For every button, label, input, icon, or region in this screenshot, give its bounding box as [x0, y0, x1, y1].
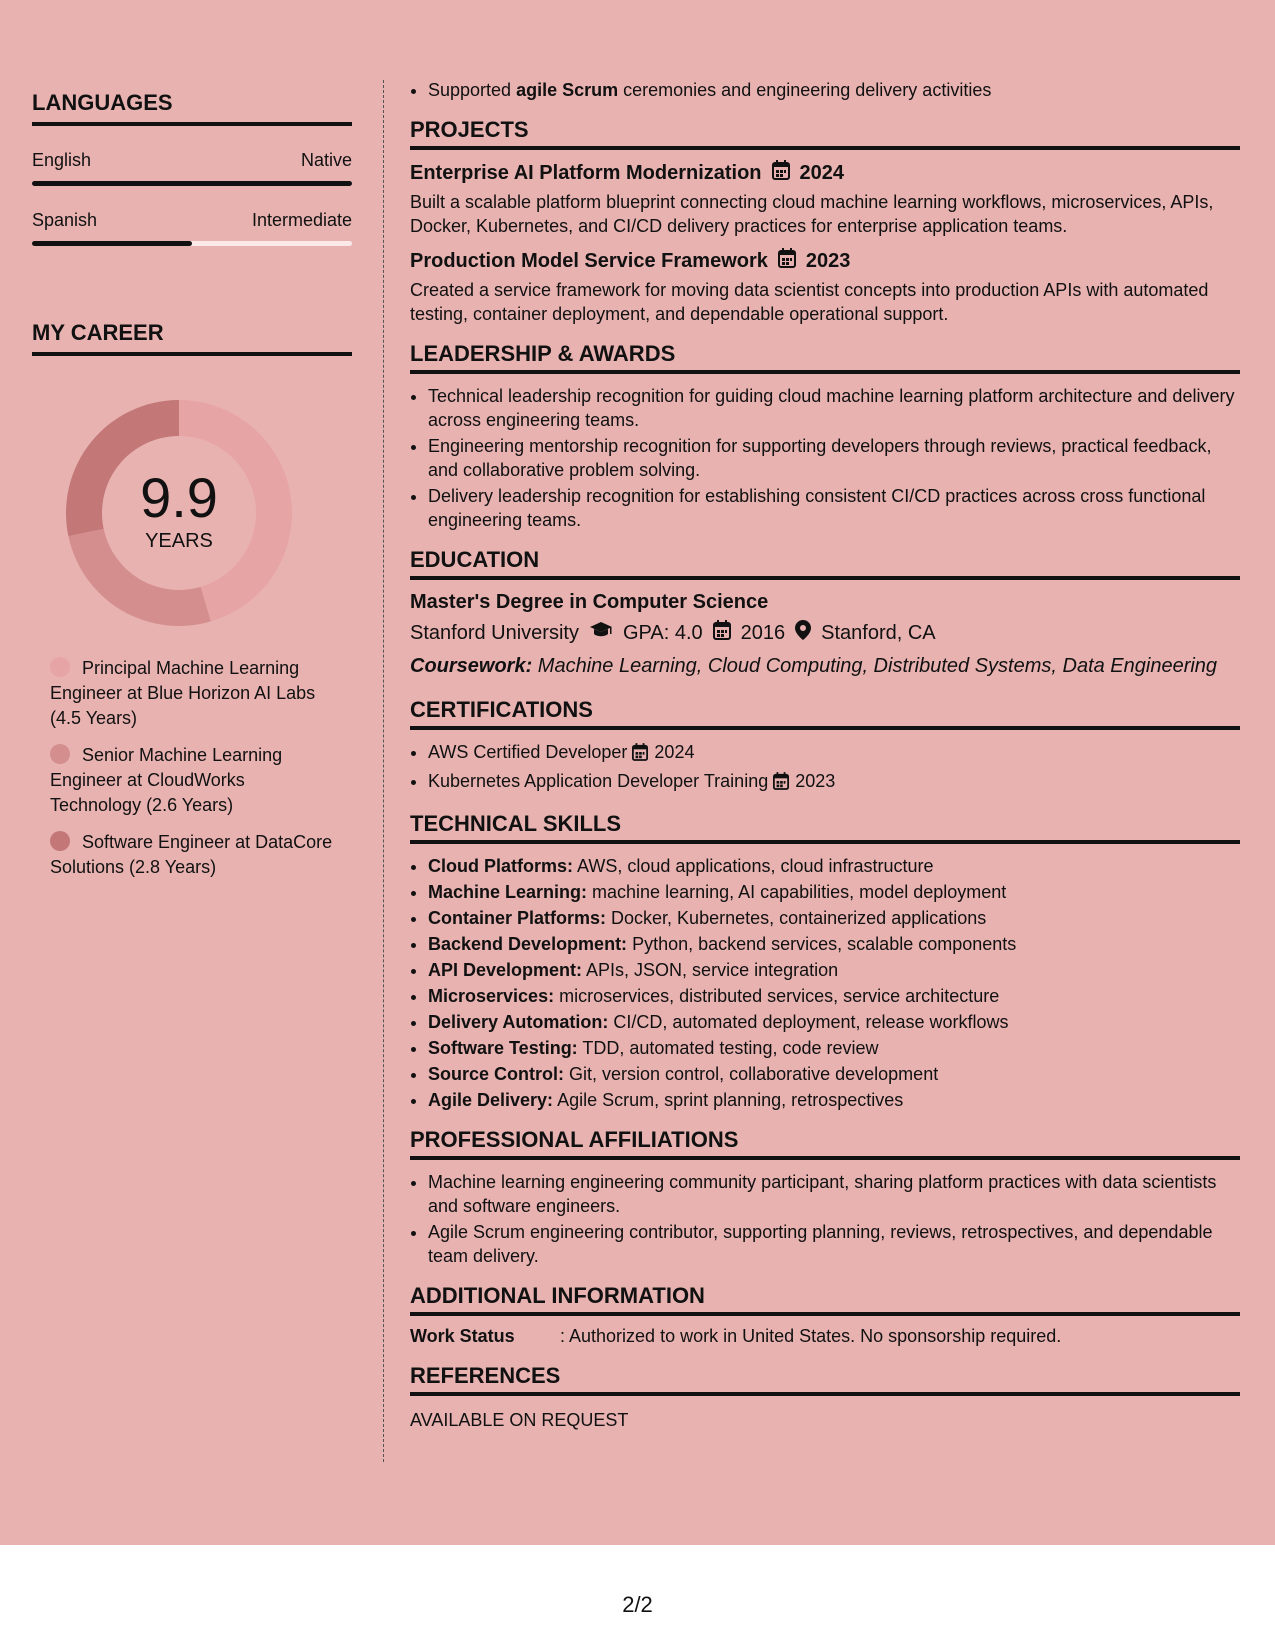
calendar-icon	[713, 620, 731, 646]
bullet-bold-text: agile Scrum	[516, 80, 619, 100]
skill-value: AWS, cloud applications, cloud infrastructure	[573, 856, 934, 876]
skill-value: Docker, Kubernetes, containerized applications	[606, 908, 987, 928]
certification-year: 2024	[654, 742, 695, 762]
coursework-text: Machine Learning, Cloud Computing, Distributed Systems, Data Engineering	[532, 655, 1218, 677]
skills-heading: TECHNICAL SKILLS	[410, 812, 1240, 844]
education-heading: EDUCATION	[410, 548, 1240, 580]
certifications-list	[410, 740, 1240, 796]
skill-item	[428, 906, 1240, 930]
language-level: Intermediate	[251, 210, 352, 230]
work-status-row	[410, 1324, 1240, 1348]
work-status-value: : Authorized to work in United States. No sponsorship required.	[560, 1326, 1062, 1346]
skill-label: Container Platforms:	[428, 908, 607, 928]
education-gpa: GPA: 4.0	[622, 622, 703, 644]
skill-label: Source Control:	[428, 1064, 565, 1084]
skill-item	[428, 880, 1240, 904]
certification-name: Kubernetes Application Developer Training	[428, 771, 769, 791]
skill-label: Backend Development:	[428, 934, 628, 954]
language-proficiency-bar	[32, 181, 352, 186]
project-description: Created a service framework for moving data scientist concepts into production APIs with automated testing, container deployment, and dependable operational support.	[410, 280, 1209, 324]
skill-item	[428, 932, 1240, 956]
language-level: Native	[300, 150, 352, 170]
location-pin-icon	[795, 620, 811, 646]
skill-label: Machine Learning:	[428, 882, 588, 902]
education-degree: Master's Degree in Computer Science	[410, 591, 769, 613]
language-name: English	[32, 150, 92, 170]
career-total-value: 9.9	[140, 466, 218, 529]
language-name: Spanish	[32, 210, 98, 230]
graduation-cap-icon	[589, 621, 613, 645]
career-role-item	[50, 656, 340, 731]
project-title: Production Model Service Framework	[410, 250, 768, 272]
experience-bullet	[428, 78, 1240, 102]
skill-item	[428, 984, 1240, 1008]
certification-item	[428, 769, 1240, 796]
career-legend	[50, 656, 340, 880]
list-item: • Engineering mentorship recognition for supporting developers through reviews, practical feedback, and collaborative problem solving.	[428, 434, 1240, 482]
skill-value: Git, version control, collaborative development	[564, 1064, 939, 1084]
leadership-heading: LEADERSHIP & AWARDS	[410, 342, 1240, 374]
certifications-heading: CERTIFICATIONS	[410, 698, 1240, 730]
skill-label: Delivery Automation:	[428, 1012, 609, 1032]
education-meta	[410, 620, 1240, 646]
language-item-spanish	[32, 210, 352, 246]
calendar-icon	[632, 743, 648, 767]
work-status-label: Work Status	[410, 1326, 515, 1346]
certification-item	[428, 740, 1240, 767]
skill-item	[428, 1088, 1240, 1112]
education-coursework	[410, 654, 1240, 678]
page-number: 2/2	[622, 1592, 653, 1617]
calendar-icon	[773, 772, 789, 796]
list-item: • Delivery leadership recognition for establishing consistent CI/CD practices across cross functional engineering teams.	[428, 484, 1240, 532]
skill-label: API Development:	[428, 960, 583, 980]
skill-item	[428, 1036, 1240, 1060]
list-item: • Machine learning engineering community participant, sharing platform practices with data scientists and software engineers.	[428, 1170, 1240, 1218]
project-title: Enterprise AI Platform Modernization	[410, 162, 762, 184]
language-proficiency-bar	[32, 241, 352, 246]
skill-label: Cloud Platforms:	[428, 856, 574, 876]
experience-tail-list	[410, 78, 1240, 102]
skill-label: Microservices:	[428, 986, 555, 1006]
language-proficiency-fill	[32, 241, 192, 246]
right-column	[410, 78, 1240, 1432]
project-year: 2024	[799, 162, 845, 184]
languages-heading: LANGUAGES	[32, 90, 352, 126]
references-text: AVAILABLE ON REQUEST	[410, 1410, 629, 1430]
certification-year: 2023	[795, 771, 836, 791]
project-year: 2023	[805, 250, 851, 272]
career-role-label: Software Engineer at DataCore Solutions (2.8 Years)	[50, 832, 333, 877]
references-heading: REFERENCES	[410, 1364, 1240, 1396]
affiliations-heading: PROFESSIONAL AFFILIATIONS	[410, 1128, 1240, 1160]
skill-item	[428, 1010, 1240, 1034]
career-heading: MY CAREER	[32, 320, 352, 356]
skill-item	[428, 958, 1240, 982]
skill-label: Software Testing:	[428, 1038, 578, 1058]
skill-value: CI/CD, automated deployment, release workflows	[608, 1012, 1009, 1032]
affiliations-list	[410, 1170, 1240, 1268]
leadership-list	[410, 384, 1240, 532]
legend-dot	[50, 831, 70, 851]
skill-value: Agile Scrum, sprint planning, retrospectives	[553, 1090, 904, 1110]
list-item: • Technical leadership recognition for guiding cloud machine learning platform architecture and delivery across engineering teams.	[428, 384, 1240, 432]
legend-dot	[50, 744, 70, 764]
left-column	[32, 90, 352, 892]
coursework-label: Coursework:	[410, 655, 533, 677]
career-role-item	[50, 743, 340, 818]
skill-value: microservices, distributed services, service architecture	[554, 986, 1000, 1006]
skill-value: machine learning, AI capabilities, model deployment	[587, 882, 1007, 902]
additional-info-heading: ADDITIONAL INFORMATION	[410, 1284, 1240, 1316]
education-school: Stanford University	[410, 622, 579, 644]
language-item-english	[32, 150, 352, 186]
career-donut-chart	[66, 400, 292, 626]
certification-name: AWS Certified Developer	[428, 742, 628, 762]
education-year: 2016	[740, 622, 786, 644]
calendar-icon	[778, 248, 796, 274]
education-location: Stanford, CA	[821, 622, 936, 644]
skill-label: Agile Delivery:	[428, 1090, 554, 1110]
language-proficiency-fill	[32, 181, 352, 186]
career-total-unit: YEARS	[145, 530, 213, 552]
skill-item	[428, 854, 1240, 878]
projects-heading: PROJECTS	[410, 118, 1240, 150]
career-role-label: Principal Machine Learning Engineer at Blue Horizon AI Labs (4.5 Years)	[50, 658, 316, 728]
column-divider	[383, 80, 384, 1462]
legend-dot	[50, 657, 70, 677]
project-item	[410, 248, 1240, 326]
skills-list	[410, 854, 1240, 1112]
list-item: • Agile Scrum engineering contributor, supporting planning, reviews, retrospectives, and dependable team delivery.	[428, 1220, 1240, 1268]
career-role-item	[50, 830, 340, 880]
career-role-label: Senior Machine Learning Engineer at CloudWorks Technology (2.6 Years)	[50, 745, 283, 815]
skill-item	[428, 1062, 1240, 1086]
project-description: Built a scalable platform blueprint connecting cloud machine learning workflows, microservices, APIs, Docker, Kubernetes, and CI/CD delivery practices for enterprise application teams.	[410, 192, 1214, 236]
skill-value: APIs, JSON, service integration	[582, 960, 839, 980]
project-item	[410, 160, 1240, 238]
bullet-text: Supported	[428, 80, 517, 100]
calendar-icon	[772, 160, 790, 186]
skill-value: Python, backend services, scalable components	[627, 934, 1017, 954]
bullet-text: ceremonies and engineering delivery activities	[618, 80, 992, 100]
skill-value: TDD, automated testing, code review	[577, 1038, 879, 1058]
